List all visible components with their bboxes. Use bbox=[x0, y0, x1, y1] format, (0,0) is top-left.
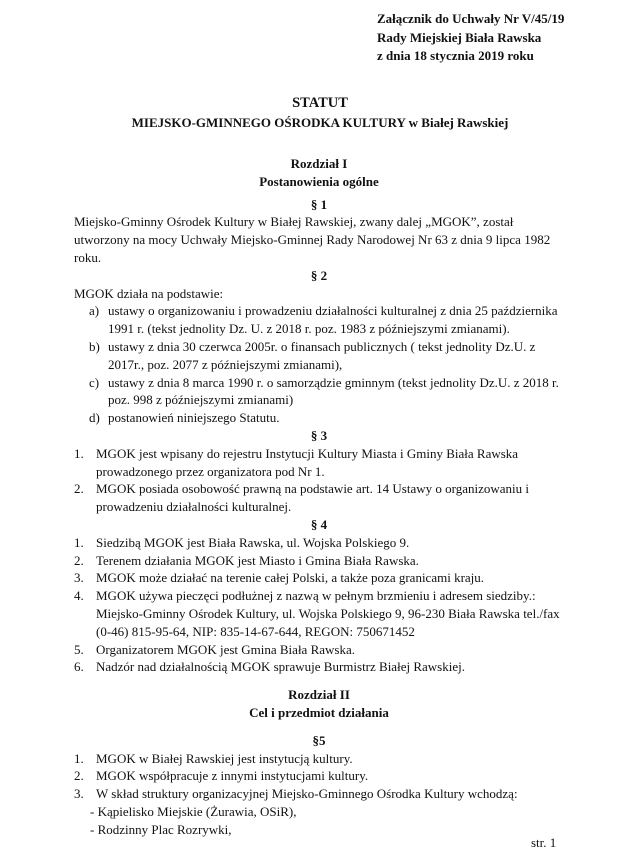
list-text: Terenem działania MGOK jest Miasto i Gmina Biała Rawska. bbox=[96, 552, 419, 568]
list-item bbox=[74, 534, 564, 552]
list-item bbox=[74, 767, 564, 785]
list-item bbox=[74, 445, 564, 481]
list-marker: 5. bbox=[74, 641, 84, 657]
section-sign: § 1 bbox=[310, 196, 328, 212]
list-item bbox=[74, 302, 564, 338]
sublist-item: - Kąpielisko Miejskie (Żurawia, OSiR), bbox=[90, 803, 297, 819]
list-text: ustawy z dnia 8 marca 1990 r. o samorządzie gminnym (tekst jednolity Dz.U. z 2018 r. poz. 998 z późniejszymi zmianami) bbox=[108, 374, 559, 408]
list-marker: 2. bbox=[74, 768, 84, 784]
section-sign: § 2 bbox=[310, 267, 328, 283]
page-number: str. 1 bbox=[531, 835, 557, 850]
document-body bbox=[74, 155, 564, 838]
chapter-heading: Rozdział I bbox=[290, 156, 348, 171]
list-text: MGOK jest wpisany do rejestru Instytucji Kultury Miasta i Gminy Biała Rawska prowadzonego przez organizatora pod Nr 1. bbox=[96, 445, 519, 479]
list-item bbox=[74, 641, 564, 659]
paragraph: MGOK działa na podstawie: bbox=[74, 285, 224, 301]
chapter-name: Postanowienia ogólne bbox=[259, 173, 379, 189]
list-text: postanowień niniejszego Statutu. bbox=[108, 410, 280, 426]
document-title: STATUT bbox=[292, 95, 348, 111]
list-marker: 2. bbox=[74, 552, 84, 568]
list-text: Nadzór nad działalnością MGOK sprawuje Burmistrz Białej Rawskiej. bbox=[96, 659, 465, 675]
list-item bbox=[74, 569, 564, 587]
section-sign: §5 bbox=[312, 732, 326, 748]
list-item bbox=[74, 750, 564, 768]
list-item bbox=[74, 480, 564, 516]
annex-line: z dnia 18 stycznia 2019 roku bbox=[377, 48, 534, 63]
list-text: MGOK posiada osobowość prawną na podstawie art. 14 Ustawy o organizowaniu i prowadzeniu działalności kulturalnej. bbox=[96, 481, 530, 515]
list-marker: c) bbox=[89, 374, 100, 390]
list-item bbox=[74, 587, 564, 640]
list-text: ustawy o organizowaniu i prowadzeniu działalności kulturalnej z dnia 25 października 1991 r. (tekst jednolity Dz. U. z 2018 r. poz. 1983 z późniejszymi zmianami). bbox=[108, 303, 558, 337]
list-marker: b) bbox=[89, 338, 100, 354]
annex-line: Załącznik do Uchwały Nr V/45/19 bbox=[377, 11, 565, 26]
list-marker: 1. bbox=[74, 534, 84, 550]
list-marker: a) bbox=[89, 303, 100, 319]
list-item bbox=[74, 374, 564, 410]
list-marker: 4. bbox=[74, 588, 84, 604]
list-marker: 1. bbox=[74, 445, 84, 461]
list-marker: 2. bbox=[74, 481, 84, 497]
list-marker: 3. bbox=[74, 786, 84, 802]
list-text: Organizatorem MGOK jest Gmina Biała Rawska. bbox=[96, 641, 355, 657]
annex-note bbox=[377, 10, 564, 66]
list-text: W skład struktury organizacyjnej Miejsko-Gminnego Ośrodka Kultury wchodzą: bbox=[96, 786, 518, 802]
list-marker: 3. bbox=[74, 570, 84, 586]
list-marker: d) bbox=[89, 410, 100, 426]
section-sign: § 4 bbox=[310, 516, 328, 532]
section-sign: § 3 bbox=[310, 427, 328, 443]
list-marker: 1. bbox=[74, 750, 84, 766]
list-text: MGOK w Białej Rawskiej jest instytucją kultury. bbox=[96, 750, 353, 766]
list-text: ustawy z dnia 30 czerwca 2005r. o finansach publicznych ( tekst jednolity Dz.U. z 2017r., poz. 2077 z późniejszymi zmianami), bbox=[108, 338, 536, 372]
list-text: MGOK współpracuje z innymi instytucjami kultury. bbox=[96, 768, 369, 784]
document-subtitle: MIEJSKO-GMINNEGO OŚRODKA KULTURY w Białej Rawskiej bbox=[131, 115, 509, 130]
list-item bbox=[74, 658, 564, 676]
list-item bbox=[74, 409, 564, 427]
list-text: MGOK może działać na terenie całej Polski, a także poza granicami kraju. bbox=[96, 570, 485, 586]
chapter-name: Cel i przedmiot działania bbox=[249, 704, 389, 720]
title-block bbox=[0, 93, 625, 132]
sublist-item: - Rodzinny Plac Rozrywki, bbox=[90, 821, 232, 837]
annex-line: Rady Miejskiej Biała Rawska bbox=[377, 29, 542, 45]
list-marker: 6. bbox=[74, 659, 84, 675]
list-item bbox=[74, 785, 564, 803]
chapter-heading: Rozdział II bbox=[288, 687, 350, 703]
list-text: MGOK używa pieczęci podłużnej z nazwą w pełnym brzmieniu i adresem siedziby.: Miejsko-Gminny Ośrodek Kultury, ul. Wojska Polskiego 9, 96-230 Biała Rawska tel./fax (0-46) 815-95-64, NIP: 835-14-67-644, REGON: 750671452 bbox=[96, 588, 560, 639]
list-item bbox=[74, 338, 564, 374]
paragraph: Miejsko-Gminny Ośrodek Kultury w Białej Rawskiej, zwany dalej „MGOK”, został utworzony na mocy Uchwały Miejsko-Gminnej Rady Narodowej Nr 63 z dnia 9 lipca 1982 roku. bbox=[74, 214, 551, 265]
list-item bbox=[74, 552, 564, 570]
list-text: Siedzibą MGOK jest Biała Rawska, ul. Wojska Polskiego 9. bbox=[96, 534, 410, 550]
